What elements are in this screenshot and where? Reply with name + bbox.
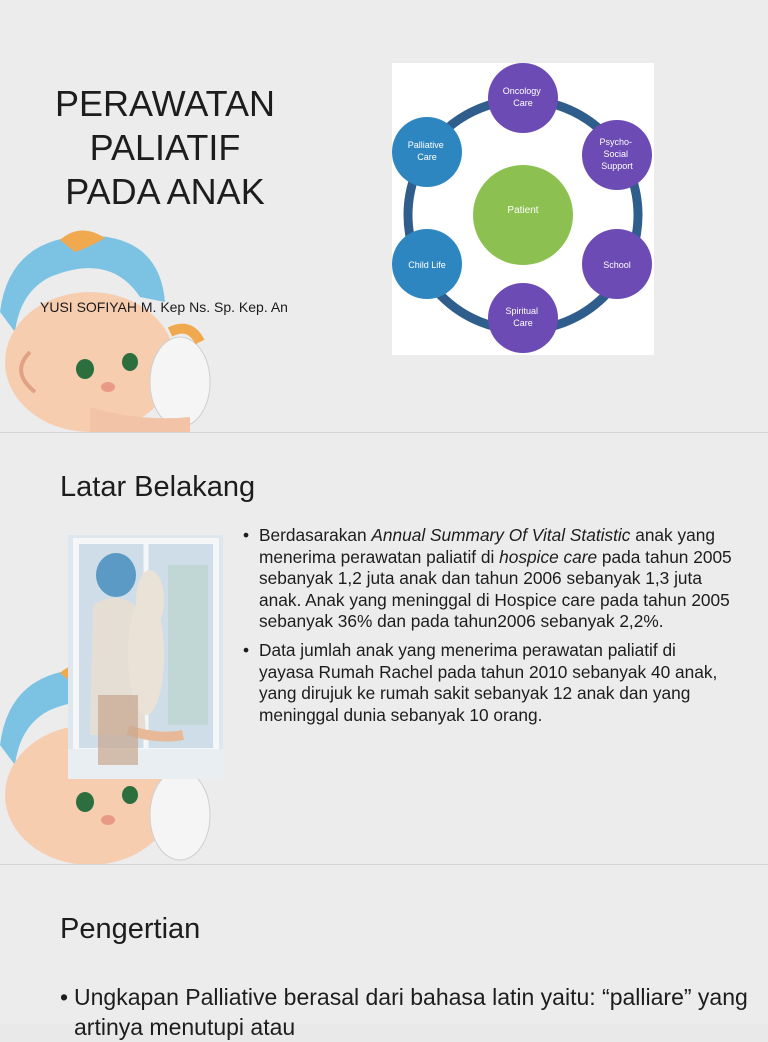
node-label: School — [603, 260, 631, 270]
title-line: PADA ANAK — [65, 171, 265, 212]
bullet-text: Data jumlah anak yang menerima perawatan paliatif di yayasa Rumah Rachel pada tahun 2010 sebanyak 40 anak, yang dirujuk ke rumah sakit sebanyak 12 anak dan yang meninggal dunia sebanyak 10 orang. — [259, 639, 718, 725]
diagram-center-label: Patient — [507, 205, 539, 216]
slide-pengertian — [0, 865, 768, 1040]
bullet-text: anak yang menerima perawatan paliatif di — [259, 525, 715, 567]
bullet-marker: • — [243, 639, 250, 660]
node-label: Care — [513, 98, 533, 108]
node-label: Support — [601, 161, 633, 171]
bullet-marker: • — [60, 984, 69, 1010]
node-label: Social — [603, 149, 628, 159]
node-label: Oncology — [502, 86, 541, 96]
title-line: PALIATIF — [89, 127, 241, 168]
bullet-text-italic: hospice care — [499, 546, 598, 567]
bullet-text-italic: Annual Summary Of Vital Statistic — [371, 525, 631, 545]
bullet-list — [60, 982, 760, 1042]
slide-title — [0, 0, 768, 432]
child-window-photo — [68, 535, 223, 779]
list-item — [243, 525, 733, 633]
node-label: Psycho- — [599, 137, 632, 147]
svg-text:Psycho- Social — [599, 137, 634, 171]
slide-latar-belakang — [0, 433, 768, 864]
node-label: Care — [417, 152, 437, 162]
node-label: Child Life — [408, 260, 446, 270]
list-item — [60, 982, 760, 1042]
node-label: Palliative — [407, 140, 444, 150]
bullet-text: Ungkapan Palliative berasal dari bahasa latin yaitu: “palliare” yang artinya menutupi atau — [74, 984, 748, 1040]
author-name: YUSI SOFIYAH M. Kep Ns. Sp. Kep. An — [40, 299, 288, 315]
slide-heading: Latar Belakang — [60, 471, 256, 503]
title-line: PERAWATAN — [54, 83, 275, 124]
bullet-marker: • — [243, 525, 250, 545]
bullet-text: Berdasarakan — [259, 525, 372, 545]
slide-title-text — [30, 82, 300, 214]
bullet-list — [243, 525, 733, 733]
node-label: Care — [513, 318, 533, 328]
slide-heading: Pengertian — [60, 913, 201, 945]
list-item — [243, 640, 733, 726]
bullet-text: pada tahun 2005 sebanyak 1,2 juta anak dan tahun 2006 sebanyak 1,3 juta anak. Anak yang meninggal di Hospice care pada tahun 2005 sebanyak 36% dan pada tahun2006 sebanyak 2,2%. — [259, 546, 732, 632]
baby-illustration — [0, 222, 230, 432]
node-label: Spiritual — [505, 306, 538, 316]
care-cycle-diagram — [392, 63, 654, 355]
